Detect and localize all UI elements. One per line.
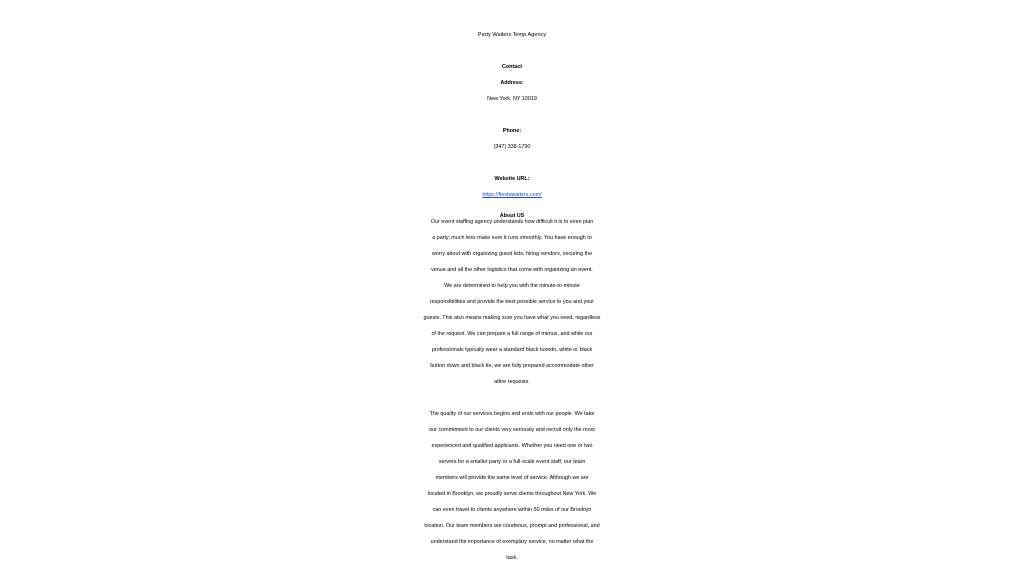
quality-line: can even travel to clients anywhere within 50 miles of our Brooklyn xyxy=(432,507,592,513)
about-line: venue and all the other logistics that come with organizing an event. xyxy=(431,267,593,273)
about-line: guests. This also means making sure you have what you need, regardless xyxy=(423,315,601,321)
quality-line: members will provide the same level of service. Although we are xyxy=(435,475,589,481)
about-heading: About US xyxy=(499,213,525,219)
document-title: Party Waiters Temp Agency xyxy=(477,32,547,38)
about-line: a party, much less make sure it runs smoothly. You have enough to xyxy=(432,235,592,241)
address-label: Address: xyxy=(500,80,524,86)
quality-line: located in Brooklyn, we proudly serve clients throughout New York. We xyxy=(427,491,597,497)
quality-line: experienced and qualified applicants. Whether you need one or two xyxy=(431,443,593,449)
quality-line: our commitment to our clients very seriously and recruit only the most xyxy=(429,427,595,433)
website-label: Website URL: xyxy=(494,176,530,182)
about-line: responsibilities and provide the best possible service to you and your xyxy=(429,299,595,305)
contact-heading: Contact xyxy=(501,64,523,70)
phone-value: (347) 338-1790 xyxy=(493,144,531,150)
quality-line: servers for a smaller party or a full-scale event staff, our team xyxy=(438,459,586,465)
website-link[interactable]: https://fiestawaiters.com/ xyxy=(482,192,542,198)
about-line: attire requests. xyxy=(494,379,530,385)
quality-line: The quality of our services begins and ends with our people. We take xyxy=(429,411,595,417)
about-line: of the request. We can prepare a full range of menus, and while our xyxy=(431,331,593,337)
about-line: button down and black tie, we are fully prepared accommodate other xyxy=(430,363,594,369)
about-line: professionals typically wear a standard black tuxedo, white or black xyxy=(431,347,593,353)
website-line xyxy=(0,192,1024,199)
quality-line: understand the importance of exemplary service, no matter what the xyxy=(430,539,594,545)
about-line: Our event staffing agency understands how difficult it is to even plan xyxy=(430,219,594,225)
quality-line: task. xyxy=(506,555,518,561)
about-line: worry about with organizing guest lists, hiring vendors, securing the xyxy=(431,251,593,257)
about-line: We are determined to help you with the minute-to-minute xyxy=(444,283,580,289)
quality-line: location. Our team members are courteous, prompt and professional, and xyxy=(424,523,600,529)
address-value: New York, NY 10019 xyxy=(487,96,537,102)
phone-label: Phone: xyxy=(502,128,522,134)
